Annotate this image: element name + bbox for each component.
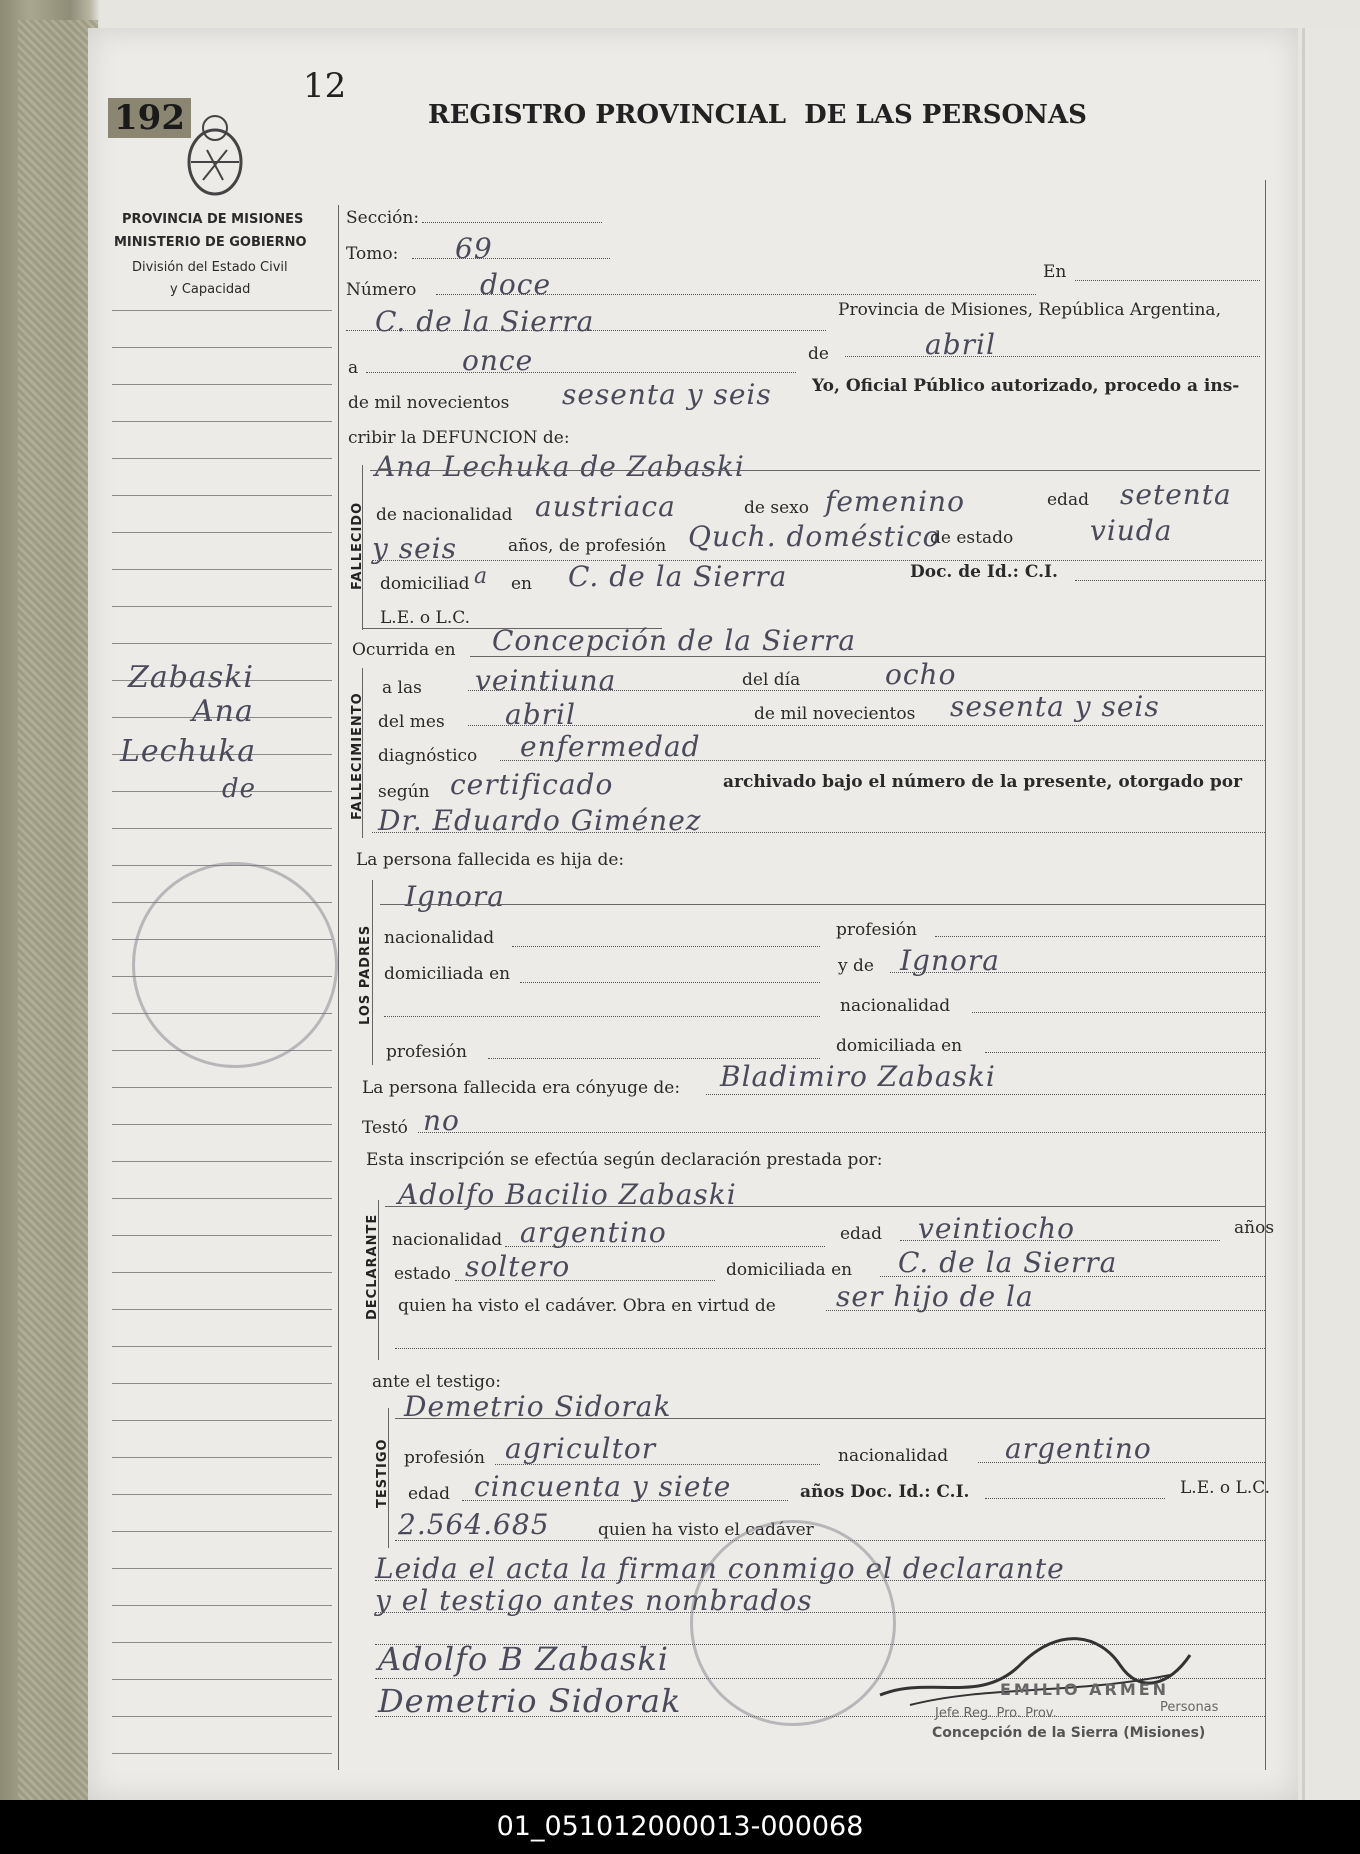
label-p-prof: profesión <box>836 920 917 940</box>
value-declarante: Adolfo Bacilio Zabaski <box>398 1178 737 1211</box>
label-t-doc: años Doc. Id.: C.I. <box>800 1482 970 1502</box>
label-d-nac: nacionalidad <box>392 1230 503 1250</box>
label-d-dom: domiciliada en <box>726 1260 853 1280</box>
official-seal-stamp <box>690 1520 896 1726</box>
label-diagnostico: diagnóstico <box>378 746 478 766</box>
value-testo: no <box>423 1104 460 1137</box>
label-del-mes: del mes <box>378 712 445 732</box>
value-anio: sesenta y seis <box>562 378 772 411</box>
value-domicilio: C. de la Sierra <box>568 560 788 593</box>
label-testo: Testó <box>362 1118 408 1138</box>
signature-testigo: Demetrio Sidorak <box>378 1682 682 1720</box>
value-conyuge: Bladimiro Zabaski <box>720 1060 996 1093</box>
value-diagnostico: enfermedad <box>520 730 701 763</box>
label-en2: en <box>511 574 533 594</box>
label-d-edad: edad <box>840 1224 882 1244</box>
value-d-edad: veintiocho <box>918 1212 1076 1245</box>
value-tomo: 69 <box>455 232 493 265</box>
label-sexo: de sexo <box>744 498 809 518</box>
value-mes: abril <box>925 328 996 361</box>
official-stamp-personas: Personas <box>1160 1700 1219 1715</box>
value-estado: viuda <box>1090 514 1173 547</box>
closing-line-2: y el testigo antes nombrados <box>375 1584 813 1617</box>
section-fallecimiento: FALLECIMIENTO <box>350 692 365 820</box>
label-seccion: Sección: <box>346 208 420 228</box>
label-d-anos: años <box>1234 1218 1275 1238</box>
label-p-nac: nacionalidad <box>384 928 495 948</box>
label-edad: edad <box>1047 490 1089 510</box>
section-padres: LOS PADRES <box>358 924 373 1025</box>
label-provincia: Provincia de Misiones, República Argentina, <box>838 300 1221 320</box>
value-nacionalidad: austriaca <box>535 490 676 523</box>
label-d-estado: estado <box>394 1264 451 1284</box>
value-t-ci: 2.564.685 <box>398 1508 550 1541</box>
next-page-edge <box>1302 28 1360 1800</box>
section-declarante: DECLARANTE <box>365 1213 380 1320</box>
value-dia-fall: ocho <box>885 658 957 691</box>
value-d-dom: C. de la Sierra <box>898 1246 1118 1279</box>
label-conyuge: La persona fallecida era cónyuge de: <box>362 1078 681 1098</box>
label-del-dia: del día <box>742 670 801 690</box>
label-y-de: y de <box>838 956 874 976</box>
label-t-nac: nacionalidad <box>838 1446 949 1466</box>
margin-note-1: Zabaski <box>128 660 254 695</box>
label-inscribir: cribir la DEFUNCION de: <box>348 428 570 448</box>
value-edad: setenta <box>1120 478 1232 511</box>
value-medico: Dr. Eduardo Giménez <box>378 804 702 837</box>
value-t-prof: agricultor <box>505 1432 657 1465</box>
value-t-edad: cincuenta y siete <box>474 1470 732 1503</box>
label-doc: Doc. de Id.: C.I. <box>910 562 1058 582</box>
book-spine <box>18 20 98 1800</box>
label-p-dom: domiciliada en <box>384 964 511 984</box>
label-numero: Número <box>346 280 417 300</box>
left-header-1: PROVINCIA DE MISIONES <box>122 212 304 227</box>
value-anio-fall: sesenta y seis <box>950 690 1160 723</box>
left-header-4: y Capacidad <box>170 282 251 297</box>
value-sexo: femenino <box>825 485 965 518</box>
label-t-le: L.E. o L.C. <box>1180 1478 1271 1498</box>
label-le-lc: L.E. o L.C. <box>380 608 471 628</box>
label-m-nac: nacionalidad <box>840 996 951 1016</box>
value-d-estado: soltero <box>465 1250 571 1283</box>
label-hija: La persona fallecida es hija de: <box>356 850 625 870</box>
label-ocurrida: Ocurrida en <box>352 640 456 660</box>
value-segun: certificado <box>450 768 614 801</box>
label-t-edad: edad <box>408 1484 450 1504</box>
value-t-nac: argentino <box>1005 1432 1152 1465</box>
official-signature-icon <box>870 1625 1200 1715</box>
label-de-mil: de mil novecientos <box>348 393 510 413</box>
label-t-prof: profesión <box>404 1448 485 1468</box>
value-testigo: Demetrio Sidorak <box>404 1390 672 1423</box>
label-declaracion: Esta inscripción se efectúa según declaración prestada por: <box>366 1150 883 1170</box>
label-segun: según <box>378 782 430 802</box>
label-a-las: a las <box>382 678 422 698</box>
label-tomo: Tomo: <box>346 244 399 264</box>
value-mes-fall: abril <box>505 698 576 731</box>
label-quien-visto: quien ha visto el cadáver. Obra en virtud de <box>398 1296 776 1316</box>
label-en: En <box>1043 262 1067 282</box>
margin-note-2: Ana <box>192 694 254 729</box>
official-stamp-place: Concepción de la Sierra (Misiones) <box>932 1725 1206 1741</box>
value-padre: Ignora <box>405 880 505 913</box>
page-number: 12 <box>303 66 347 106</box>
official-stamp-name: EMILIO ARMEN <box>1000 1680 1170 1699</box>
signature-declarante: Adolfo B Zabaski <box>378 1640 669 1678</box>
label-ante-testigo: ante el testigo: <box>372 1372 502 1392</box>
value-hora: veintiuna <box>475 664 617 697</box>
label-estado: de estado <box>930 528 1014 548</box>
margin-note-4: de <box>222 774 257 804</box>
label-t-visto: quien ha visto el cadáver <box>598 1520 814 1540</box>
label-domiciliad: domiciliad <box>380 574 470 594</box>
value-domiciliad-suffix: a <box>474 564 489 589</box>
value-madre: Ignora <box>900 944 1000 977</box>
official-stamp-role: Jefe Reg. Pro. Prov. <box>935 1706 1057 1721</box>
form-left-border <box>338 205 339 1770</box>
label-nacionalidad: de nacionalidad <box>376 505 513 525</box>
label-p-prof2: profesión <box>386 1042 467 1062</box>
label-anos-prof: años, de profesión <box>508 536 667 556</box>
value-ocurrida: Concepción de la Sierra <box>492 624 857 657</box>
label-archivado: archivado bajo el número de la presente, otorgado por <box>723 772 1243 792</box>
value-profesion: Quch. doméstico <box>688 520 941 553</box>
label-yo-oficial: Yo, Oficial Público autorizado, procedo a ins- <box>812 376 1240 396</box>
left-header-3: División del Estado Civil <box>132 260 288 275</box>
value-d-virtud: ser hijo de la <box>836 1280 1034 1313</box>
value-d-nac: argentino <box>520 1216 667 1249</box>
stamp-number: 192 <box>108 98 191 138</box>
footer-id: 01_051012000013-000068 <box>0 1800 1360 1854</box>
closing-line-1: Leida el acta la firman conmigo el declarante <box>375 1552 1065 1585</box>
value-numero: doce <box>480 268 552 301</box>
label-de: de <box>808 344 829 364</box>
value-dia: once <box>462 344 534 377</box>
page-title: REGISTRO PROVINCIAL DE LAS PERSONAS <box>428 100 1087 130</box>
value-lugar: C. de la Sierra <box>375 305 595 338</box>
label-de-mil2: de mil novecientos <box>754 704 916 724</box>
form-right-border <box>1265 180 1266 1770</box>
left-seal-stamp <box>132 862 338 1068</box>
left-header-2: MINISTERIO DE GOBIERNO <box>114 235 307 250</box>
value-edad2: y seis <box>372 532 457 565</box>
section-testigo: TESTIGO <box>375 1438 390 1508</box>
label-m-dom: domiciliada en <box>836 1036 963 1056</box>
section-fallecido: FALLECIDO <box>350 501 365 590</box>
coat-of-arms-icon <box>183 110 247 200</box>
label-a: a <box>348 358 359 378</box>
margin-note-3: Lechuka <box>120 734 257 769</box>
value-nombre: Ana Lechuka de Zabaski <box>375 450 745 483</box>
